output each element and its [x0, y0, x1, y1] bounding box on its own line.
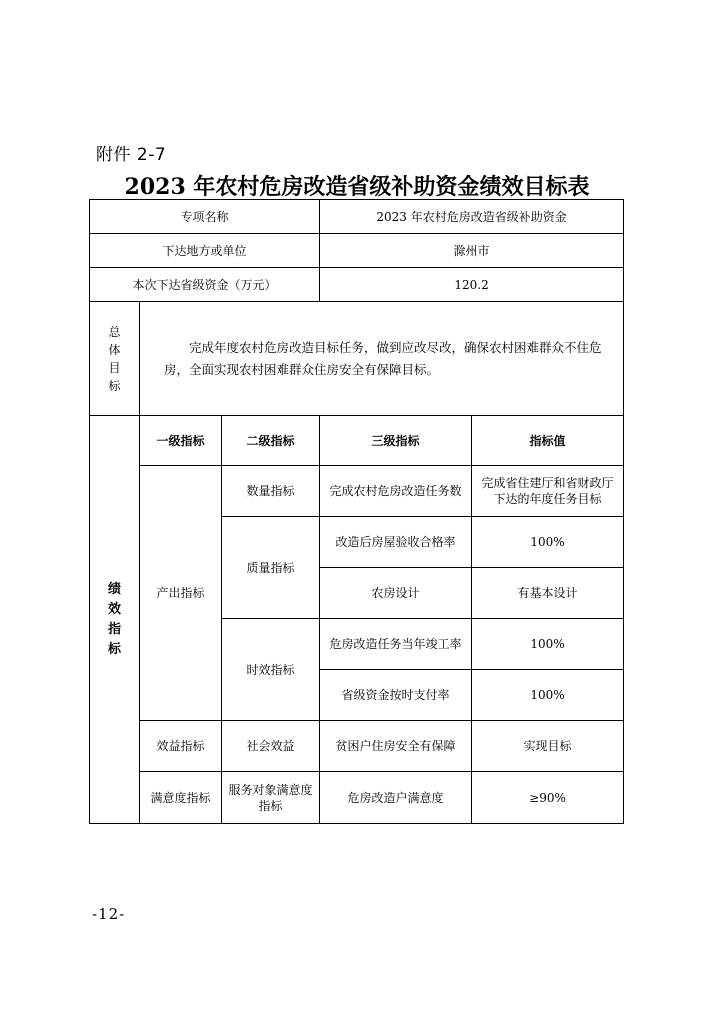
level2-quantity: 数量指标 — [222, 466, 320, 517]
attachment-label: 附件 2-7 — [96, 145, 167, 165]
indicators-label: 绩效指标 — [107, 581, 121, 657]
page-number: -12- — [92, 905, 126, 923]
value-cell: 100% — [472, 670, 624, 721]
header-value: 指标值 — [472, 416, 624, 466]
value-cell: 完成省住建厅和省财政厅下达的年度任务目标 — [472, 466, 624, 517]
level3-cell: 贫困户住房安全有保障 — [320, 721, 472, 772]
level3-cell: 完成农村危房改造任务数 — [320, 466, 472, 517]
level3-cell: 危房改造户满意度 — [320, 772, 472, 824]
indicators-label-cell — [90, 416, 140, 824]
level2-service: 服务对象满意度指标 — [222, 772, 320, 824]
table-row — [90, 772, 624, 824]
value-cell: 100% — [472, 619, 624, 670]
value-cell: 100% — [472, 517, 624, 568]
region-label: 下达地方或单位 — [90, 234, 320, 268]
page-title: 2023 年农村危房改造省级补助资金绩效目标表 — [124, 174, 590, 200]
level1-benefit: 效益指标 — [140, 721, 222, 772]
funds-value: 120.2 — [320, 268, 624, 302]
project-name-label: 专项名称 — [90, 200, 320, 234]
table-row — [90, 200, 624, 234]
level3-cell: 改造后房屋验收合格率 — [320, 517, 472, 568]
level3-cell: 危房改造任务当年竣工率 — [320, 619, 472, 670]
value-cell: 实现目标 — [472, 721, 624, 772]
table-row — [90, 234, 624, 268]
level1-satisfaction: 满意度指标 — [140, 772, 222, 824]
table-row — [90, 466, 624, 517]
table-row — [90, 416, 624, 466]
value-cell: ≥90% — [472, 772, 624, 824]
level2-social: 社会效益 — [222, 721, 320, 772]
table-row — [90, 302, 624, 416]
level3-cell: 省级资金按时支付率 — [320, 670, 472, 721]
goal-label: 总体目标 — [108, 324, 121, 393]
table-row — [90, 721, 624, 772]
level2-quality: 质量指标 — [222, 517, 320, 619]
region-value: 滁州市 — [320, 234, 624, 268]
performance-target-table — [89, 199, 624, 824]
header-level2: 二级指标 — [222, 416, 320, 466]
goal-label-cell — [90, 302, 140, 416]
value-cell: 有基本设计 — [472, 568, 624, 619]
header-level3: 三级指标 — [320, 416, 472, 466]
level2-timeliness: 时效指标 — [222, 619, 320, 721]
funds-label: 本次下达省级资金（万元） — [90, 268, 320, 302]
project-name-value: 2023 年农村危房改造省级补助资金 — [320, 200, 624, 234]
header-level1: 一级指标 — [140, 416, 222, 466]
level3-cell: 农房设计 — [320, 568, 472, 619]
level1-output: 产出指标 — [140, 466, 222, 721]
table-row — [90, 268, 624, 302]
goal-text: 完成年度农村危房改造目标任务，做到应改尽改，确保农村困难群众不住危房，全面实现农村困难群众住房安全有保障目标。 — [140, 302, 624, 416]
